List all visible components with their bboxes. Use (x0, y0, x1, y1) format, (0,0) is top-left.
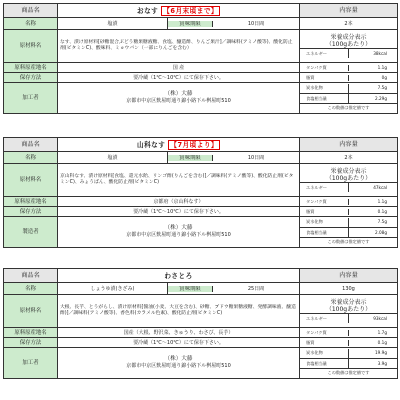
energy-label: エネルギー (300, 49, 349, 58)
best-before-value: 10日間 (247, 154, 265, 161)
best-before-label: 賞味期限 (168, 21, 213, 27)
protein-label: タンパク質 (300, 330, 349, 336)
product-panel-wasatoro (3, 268, 397, 379)
salt-label: 食塩相当量 (300, 94, 349, 104)
product-label: 商品名 (4, 269, 58, 283)
maker-address: 京都市中京区麩屋町通り錦小路下ル桝屋町510 (126, 98, 231, 104)
name-value: 塩漬 (58, 18, 168, 30)
origin-value: 国 産 (58, 63, 300, 73)
ingredients-value: 大根、長芋、とうがらし、漬け原材料[醤油(小麦、大豆を含む)、砂糖、ブドウ糖果糖液糖、発酵調味液、醸造酢)]／調味料(アミノ酸等)、香色料(カラメル色素)、酸化防止剤(ビタミンC) (58, 295, 300, 328)
name-label: 名称 (4, 18, 58, 30)
processor-label: 加工者 (4, 83, 58, 114)
maker-name: （株）大藤 (164, 91, 193, 97)
nutrition-title: 栄養成分表示 (330, 299, 367, 307)
ingredients-label: 原材料名 (4, 295, 58, 328)
origin-label: 原料原産地名 (4, 63, 58, 73)
product-title-text: わさとろ (164, 271, 193, 280)
label-table (3, 268, 398, 379)
protein-value: 1.1g (377, 64, 387, 70)
fat-label: 脂質 (300, 209, 349, 215)
ingredients-value: 京山科なす、漬け原材料[食塩、還元水飴、リンゴ酢(りんごを含む)]／調味料(アミノ酸等)、酸化防止剤(ビタミンC)、みょうばん、酸化防止剤(ビタミンC) (58, 164, 300, 197)
season-badge: 【7月頃より】 (170, 140, 219, 149)
processor-label: 加工者 (4, 348, 58, 379)
nutrition-per: （100gあたり） (325, 175, 372, 183)
maker-address: 京都市中京区麩屋町通り錦小路下ル桝屋町510 (126, 232, 231, 238)
nutrition-title: 栄養成分表示 (330, 168, 367, 176)
manufacturer-label: 製造者 (4, 217, 58, 248)
content-label: 内容量 (300, 138, 398, 152)
nutrition-title: 栄養成分表示 (330, 34, 367, 42)
storage-label: 保存方法 (4, 207, 58, 217)
label-table (3, 3, 398, 114)
salt-value: 3.9g (349, 359, 398, 369)
product-title (58, 269, 300, 283)
best-before-label: 賞味期限 (168, 286, 213, 292)
energy-label: エネルギー (300, 314, 349, 323)
carbs-value: 7.5g (349, 218, 398, 228)
energy-value: 47kcal (373, 184, 387, 190)
carbs-label: 炭水化物 (300, 218, 349, 228)
storage-label: 保存方法 (4, 338, 58, 348)
protein-value: 1.7g (377, 329, 387, 335)
estimate-note: この数値は推定値です (327, 239, 370, 245)
content-value: 2本 (300, 152, 398, 164)
salt-label: 食塩相当量 (300, 359, 349, 369)
protein-label: タンパク質 (300, 65, 349, 71)
product-title-text: 山科なす (136, 140, 166, 149)
content-value: 2本 (300, 18, 398, 30)
carbs-value: 7.5g (349, 84, 398, 94)
product-title-text: おなす (136, 6, 159, 15)
best-before-value: 25日間 (247, 285, 265, 292)
fat-label: 脂質 (300, 75, 349, 81)
protein-value: 1.1g (377, 198, 387, 204)
origin-value: 京都府（京山科なす） (58, 197, 300, 207)
ingredients-label: 原材料名 (4, 164, 58, 197)
name-label: 名称 (4, 152, 58, 164)
fat-value: 0.1g (377, 339, 387, 345)
name-value: しょうゆ漬(きざみ) (58, 283, 168, 295)
origin-label: 原料原産地名 (4, 328, 58, 338)
ingredients-value: なす、漬け原材料[砂糖混合ぶどう糖果糖液糖、食塩、醸造酢、りんご果汁]／調味料(アミノ酸等)、酸化防止剤(ビタミンC)、酸味料、ミョウバン（一部にりんごを含む） (58, 30, 300, 63)
carbs-label: 炭水化物 (300, 84, 349, 94)
best-before-value: 10日間 (247, 20, 265, 27)
protein-label: タンパク質 (300, 199, 349, 205)
origin-value: 国産（大根、野沢菜、きゅうり、わさび、長芋） (58, 328, 300, 338)
product-label: 商品名 (4, 4, 58, 18)
storage-value: 要冷蔵（1℃～10℃）にて保存下さい。 (58, 207, 300, 217)
product-label: 商品名 (4, 138, 58, 152)
name-value: 塩漬 (58, 152, 168, 164)
nutrition-per: （100gあたり） (325, 306, 372, 314)
fat-label: 脂質 (300, 340, 349, 346)
season-badge: 【6月末頃まで】 (163, 6, 219, 15)
storage-label: 保存方法 (4, 73, 58, 83)
content-value: 130g (300, 283, 398, 295)
salt-value: 2.08g (349, 228, 398, 238)
fat-value: 0.1g (377, 208, 387, 214)
energy-value: 38kcal (373, 50, 387, 56)
product-title (58, 138, 300, 152)
best-before-label: 賞味期限 (168, 155, 213, 161)
product-title (58, 4, 300, 18)
maker-address: 京都市中京区麩屋町通り錦小路下ル桝屋町510 (126, 363, 231, 369)
product-panel-onasu (3, 3, 397, 114)
maker-block (58, 348, 300, 379)
storage-value: 要冷蔵（1℃～10℃）にて保存下さい。 (58, 338, 300, 348)
salt-label: 食塩相当量 (300, 228, 349, 238)
estimate-note: この数値は推定値です (327, 105, 370, 111)
salt-value: 2.29g (349, 94, 398, 104)
maker-block (58, 217, 300, 248)
carbs-value: 19.9g (349, 349, 398, 359)
fat-value: 0g (381, 74, 387, 80)
maker-name: （株）大藤 (164, 225, 193, 231)
content-label: 内容量 (300, 4, 398, 18)
content-label: 内容量 (300, 269, 398, 283)
name-label: 名称 (4, 283, 58, 295)
product-panel-yamashina (3, 137, 397, 248)
label-table (3, 137, 398, 248)
maker-name: （株）大藤 (164, 356, 193, 362)
storage-value: 要冷蔵（1℃～10℃）にて保存下さい。 (58, 73, 300, 83)
energy-label: エネルギー (300, 183, 349, 192)
maker-block (58, 83, 300, 114)
estimate-note: この数値は推定値です (327, 370, 370, 376)
carbs-label: 炭水化物 (300, 349, 349, 359)
origin-label: 原料原産地名 (4, 197, 58, 207)
nutrition-per: （100gあたり） (325, 41, 372, 49)
ingredients-label: 原材料名 (4, 30, 58, 63)
energy-value: 93kcal (373, 315, 387, 321)
